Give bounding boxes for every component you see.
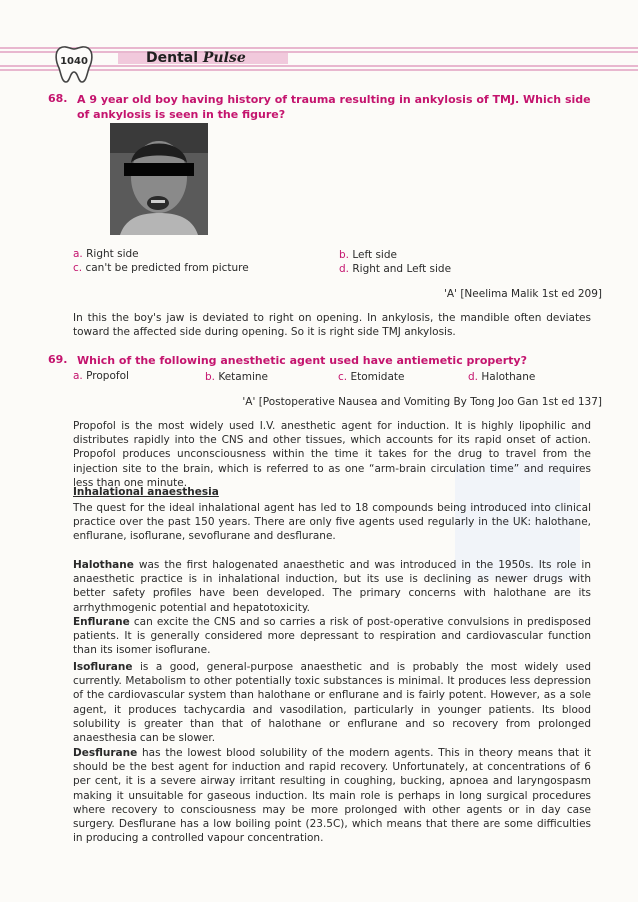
explanation-paragraph: Propofol is the most widely used I.V. anesthetic agent for induction. It is highly lipophilic and distributes rapidly into the CNS and other tissues, which accounts for its rapid onset of action. Propofol produces unconsciousness within the time it takes for the drug to travel from the injection site to the brain, which is referred to as one “arm-brain circulation time” and requires less than one minute.: [73, 420, 591, 489]
halothane-paragraph: Halothane was the first halogenated anaesthetic and was introduced in the 1950s. Its role in anaesthetic practice is in inhalational induction, but its use is declining as newer drugs with better safety profiles have been developed. The primary concerns with halothane are its arrhythmogenic potential and hepatotoxicity.: [73, 559, 591, 614]
answer-reference: 'A' [Neelima Malik 1st ed 209]: [444, 288, 602, 300]
question-text: A 9 year old boy having history of trauma resulting in ankylosis of TMJ. Which side of ankylosis is seen in the figure?: [77, 93, 591, 121]
patient-photo: [110, 123, 208, 235]
halothane-term: Halothane: [73, 559, 134, 571]
intro-paragraph: The quest for the ideal inhalational agent has led to 18 compounds being introduced into clinical practice over the past 150 years. There are only five agents used regularly in the UK: halothane, enflurane, isoflurane, sevoflurane and desflurane.: [73, 502, 591, 543]
option-b: b. Ketamine: [205, 371, 268, 383]
section-heading: Inhalational anaesthesia: [73, 486, 219, 498]
question-68: [48, 92, 608, 124]
page-number: 1040: [60, 56, 88, 67]
question-number: 68.: [48, 92, 68, 105]
option-c: c. Etomidate: [338, 371, 405, 383]
question-69: [48, 353, 608, 369]
brand-word: Dental: [146, 50, 199, 66]
answer-reference: 'A' [Postoperative Nausea and Vomiting By Tong Joo Gan 1st ed 137]: [242, 396, 602, 408]
enflurane-term: Enflurane: [73, 616, 130, 628]
brand-title: [146, 50, 246, 66]
isoflurane-term: Isoflurane: [73, 661, 133, 673]
brand-script: Pulse: [202, 50, 246, 66]
question-text: Which of the following anesthetic agent used have antiemetic property?: [77, 354, 527, 367]
option-d: d. Right and Left side: [339, 263, 452, 275]
desflurane-term: Desflurane: [73, 747, 138, 759]
option-d: d. Halothane: [468, 371, 536, 383]
option-c: c. can't be predicted from picture: [73, 262, 249, 274]
enflurane-paragraph: Enflurane can excite the CNS and so carries a risk of post-operative convulsions in predisposed patients. It is generally considered more depressant to respiration and cardiovascular function than its isomer isoflurane.: [73, 616, 591, 657]
desflurane-paragraph: Desflurane has the lowest blood solubility of the modern agents. This in theory means that it should be the best agent for induction and rapid recovery. Unfortunately, at concentrations of 6 per cent, it is a severe airway irritant resulting in coughing, bucking, apnoea and laryngospasm making it unsuitable for gaseous induction. Its main role is perhaps in long surgical procedures where recovery to consciousness may be more prolonged with other agents or in day case surgery. Desflurane has a low boiling point (23.5C), which means that there are some difficulties in producing a controlled vapour concentration.: [73, 747, 591, 845]
option-a: a. Right side: [73, 248, 139, 260]
explanation-paragraph: In this the boy's jaw is deviated to right on opening. In ankylosis, the mandible often deviates toward the affected side during opening. So it is right side TMJ ankylosis.: [73, 312, 591, 339]
option-b: b. Left side: [339, 249, 397, 261]
question-number: 69.: [48, 353, 68, 366]
isoflurane-paragraph: Isoflurane is a good, general-purpose anaesthetic and is probably the most widely used currently. Metabolism to other potentially toxic substances is minimal. It produces less depression of the cardiovascular system than halothane or enflurane and is fairly potent. However, as a sole agent, it produces tachycardia and vasodilation, particularly in younger patients. Its blood solubility is greater than that of halothane or enflurane and so recovery from prolonged anaesthesia can be slower.: [73, 661, 591, 745]
option-a: a. Propofol: [73, 370, 129, 382]
